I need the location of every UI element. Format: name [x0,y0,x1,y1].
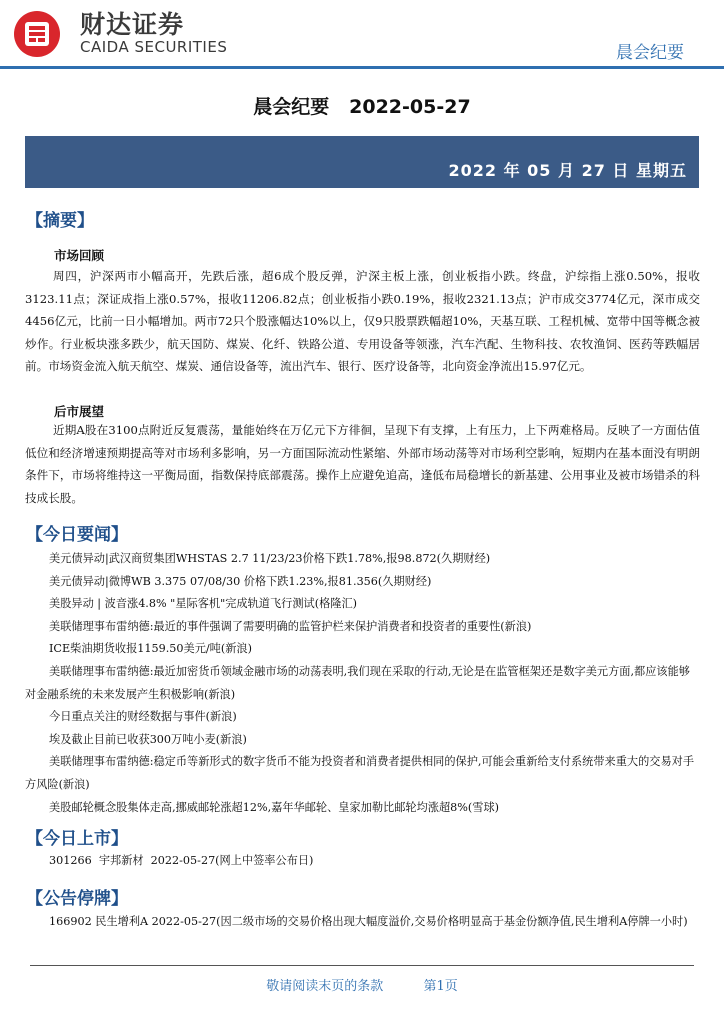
footer-divider [30,965,694,966]
brand-name-en: CAIDA SECURITIES [80,38,228,56]
summary-heading: 【摘要】 [26,211,94,231]
news-item: 美股异动 | 波音涨4.8% "星际客机"完成轨道飞行测试(格隆汇) [49,597,358,611]
news-list [25,548,700,819]
news-item: 美联储理事布雷纳德:最近的事件强调了需要明确的监管护栏来保护消费者和投资者的重要性(新浪) [49,619,532,633]
page-title: 晨会纪要 2022-05-27 [253,96,471,118]
market-review-text: 周四，沪深两市小幅高开，先跌后涨，超6成个股反弹，沪深主板上涨，创业板指小跌。终盘，沪综指上涨0.50%，报收3123.11点；深证成指上涨0.57%，报收11206.82点；创业板指小跌0.19%，报收2321.13点；沪市成交3774亿元，深市成交4456亿元，比前一日小幅增加。两市72只个股涨幅达10%以上，仅9只股票跌幅超10%，天基互联、工程机械、宽带中国等概念被炒作。行业板块涨多跌少，航天国防、煤炭、化纤、铁路公道、专用设备等领涨，汽车汽配、生物科技、农牧渔饲、医药等跌幅居前。市场资金流入航天航空、煤炭、通信设备等，流出汽车、银行、医疗设备等，北向资金净流出15.97亿元。 [25,269,700,374]
news-item: 美联储理事布雷纳德:最近加密货币领域金融市场的动荡表明,我们现在采取的行动,无论是在监管框架还是数字美元方面,都应该能够对金融系统的未来发展产生积极影响(新浪) [25,664,690,701]
news-item: 今日重点关注的财经数据与事件(新浪) [49,710,237,724]
caida-logo-icon [12,9,62,59]
report-type-tag: 晨会纪要 [616,43,684,63]
brand-name-cn: 财达证券 [80,10,185,39]
page-footer [0,975,724,994]
news-item: 埃及截止目前已收获300万吨小麦(新浪) [49,732,247,746]
outlook-text: 近期A股在3100点附近反复震荡，量能始终在万亿元下方徘徊，呈现下有支撑，上有压力，上下两难格局。反映了一方面估值低位和经济增速预期提高等对市场利多影响，另一方面国际流动性紧缩、外部市场动荡等对市场利空影响，短期内在基本面没有明朗条件下，市场将维持这一平衡局面，指数保持底部震荡。操作上应避免追高，逢低布局稳增长的新基建、公用事业及被市场错杀的科技成长股。 [25,423,700,505]
suspension-heading: 【公告停牌】 [26,889,128,909]
suspension-line: 166902 民生增利A 2022-05-27(因二级市场的交易价格出现大幅度溢价,交易价格明显高于基金份额净值,民生增利A停牌一小时) [49,915,688,928]
listing-line: 301266 宇邦新材 2022-05-27(网上中签率公布日) [49,854,314,867]
news-item: 美元债异动|微博WB 3.375 07/08/30 价格下跌1.23%,报81.356(久期财经) [49,574,432,588]
outlook-title: 后市展望 [54,404,105,419]
date-banner [25,136,699,188]
market-review-title: 市场回顾 [54,248,105,263]
report-date: 2022 年 05 月 27 日 星期五 [448,161,687,180]
news-item: 美股邮轮概念股集体走高,挪威邮轮涨超12%,嘉年华邮轮、皇家加勒比邮轮均涨超8%(雪球) [49,800,500,814]
disclaimer-link[interactable]: 敬请阅读末页的条款 [266,979,384,994]
news-heading: 【今日要闻】 [26,525,128,545]
listing-heading: 【今日上市】 [26,829,128,849]
page-number: 第1页 [423,979,458,994]
news-item: ICE柴油期货收报1159.50美元/吨(新浪) [49,642,252,656]
header-divider [0,66,724,69]
news-item: 美元债异动|武汉商贸集团WHSTAS 2.7 11/23/23价格下跌1.78%,报98.872(久期财经) [49,552,491,565]
page-header [0,0,724,66]
news-item: 美联储理事布雷纳德:稳定币等新形式的数字货币不能为投资者和消费者提供相同的保护,可能会重新给支付系统带来重大的交易对手方风险(新浪) [25,755,695,791]
